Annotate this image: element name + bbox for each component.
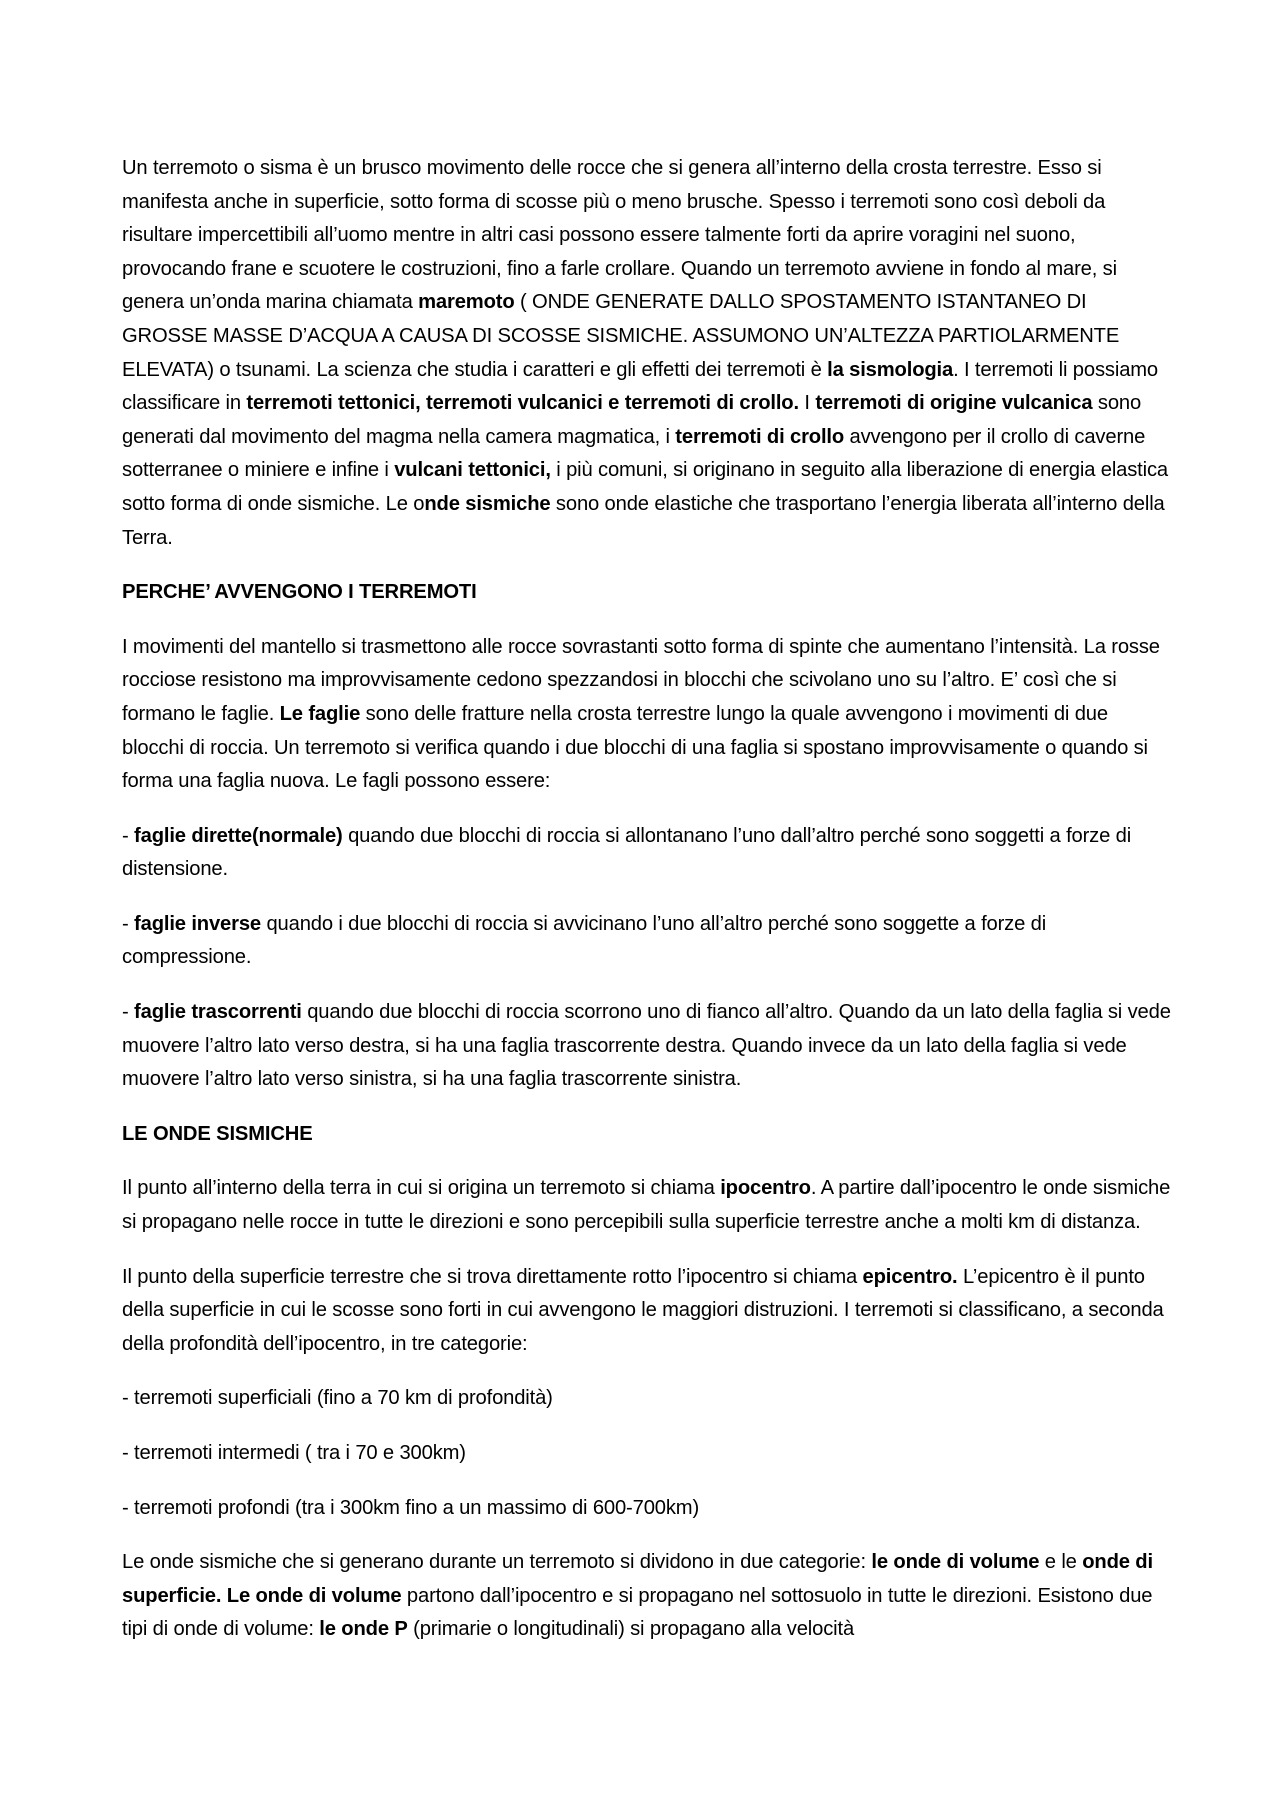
text-run: quando due blocchi di roccia scorrono uno di fianco all’altro. Quando da un lato della faglia si vede muovere l’altro lato verso destra, si ha una faglia trascorrente destra. Quando invece da un lato della faglia si vede muovere l’altro lato verso sinistra, si ha una faglia trascorrente sinistra.	[122, 1001, 1171, 1091]
text-run: -	[122, 912, 135, 935]
bold-text-run: terremoti di crollo	[675, 425, 845, 448]
text-run: sono generati dal movimento del magma nella camera magmatica, i	[122, 392, 1142, 448]
text-run: - terremoti profondi (tra i 300km fino a un massimo di 600-700km)	[122, 1496, 700, 1519]
bold-text-run: la sismologia	[827, 358, 954, 381]
text-run: (primarie o longitudinali) si propagano alla velocità	[407, 1618, 855, 1641]
paragraph	[122, 1492, 1172, 1526]
bold-text-run: vulcani tettonici,	[394, 459, 551, 482]
text-run: Un terremoto o sisma è un brusco movimento delle rocce che si genera all’interno della crosta terrestre. Esso si manifesta anche in superficie, sotto forma di scosse più o meno brusche. Spesso i terremoti sono così deboli da risultare impercettibili all’uomo mentre in altri casi possono essere talmente forti da aprire voragini nel suono, provocando frane e scuotere le costruzioni, fino a farle crollare. Quando un terremoto avviene in fondo al mare, si genera un’onda marina chiamata	[122, 157, 1117, 314]
bold-text-run: Le faglie	[279, 702, 361, 725]
bold-text-run: PERCHE’ AVVENGONO I TERREMOTI	[122, 581, 477, 604]
bold-text-run: faglie inverse	[134, 912, 261, 935]
bold-text-run: faglie dirette(normale)	[134, 824, 343, 847]
paragraph	[122, 996, 1172, 1097]
bold-text-run: ipocentro	[720, 1177, 811, 1200]
text-run: avvengono per il crollo di caverne sotterranee o miniere e infine i	[122, 425, 1146, 482]
paragraph	[122, 1172, 1172, 1239]
paragraph	[122, 908, 1172, 975]
paragraph	[122, 1437, 1172, 1471]
text-run: ( ONDE GENERATE DALLO SPOSTAMENTO ISTANTANEO DI GROSSE MASSE D’ACQUA A CAUSA DI SCOSSE SISMICHE. ASSUMONO UN’ALTEZZA PARTIOLARMENTE ELEVATA) o tsunami. La scienza che studia i caratteri e gli effetti dei terremoti è	[122, 291, 1120, 381]
bold-text-run: onde di superficie. Le onde di volume	[122, 1551, 1153, 1607]
text-run: Il punto della superficie terrestre che si trova direttamente rotto l’ipocentro si chiama	[122, 1265, 863, 1288]
text-run: quando i due blocchi di roccia si avvicinano l’uno all’altro perché sono soggette a forze di compressione.	[122, 912, 1047, 969]
bold-text-run: epicentro.	[862, 1265, 958, 1288]
paragraph	[122, 1261, 1172, 1362]
text-run: - terremoti intermedi ( tra i 70 e 300km)	[122, 1442, 466, 1464]
bold-text-run: le onde P	[319, 1618, 408, 1641]
text-run: -	[122, 824, 135, 847]
paragraph	[122, 152, 1172, 555]
section-heading	[122, 1118, 1172, 1152]
text-run: e le	[1039, 1551, 1083, 1574]
text-run: quando due blocchi di roccia si allontanano l’uno dall’altro perché sono soggetti a forze di distensione.	[122, 824, 1132, 881]
bold-text-run: nde sismiche	[424, 492, 551, 515]
paragraph	[122, 820, 1172, 887]
bold-text-run: terremoti di origine vulcanica	[815, 392, 1093, 415]
text-run: . I terremoti li possiamo classificare in	[122, 358, 1159, 415]
text-run: sono onde elastiche che trasportano l’energia liberata all’interno della Terra.	[122, 492, 1165, 549]
paragraph	[122, 1546, 1172, 1647]
text-run: Il punto all’interno della terra in cui si origina un terremoto si chiama	[122, 1177, 721, 1200]
bold-text-run: faglie trascorrenti	[134, 1001, 302, 1024]
text-run: . A partire dall’ipocentro le onde sismiche si propagano nelle rocce in tutte le direzioni e sono percepibili sulla superficie terrestre anche a molti km di distanza.	[122, 1177, 1171, 1234]
document-body	[122, 152, 1172, 1668]
text-run: i più comuni, si originano in seguito alla liberazione di energia elastica sotto forma di onde sismiche. Le o	[122, 459, 1168, 515]
text-run: I	[798, 392, 816, 415]
bold-text-run: terremoti tettonici, terremoti vulcanici e terremoti di crollo.	[246, 392, 799, 415]
bold-text-run: le onde di volume	[871, 1551, 1040, 1574]
text-run: L’epicentro è il punto della superficie in cui le scosse sono forti in cui avvengono le maggiori distruzioni. I terremoti si classificano, a seconda della profondità dell’ipocentro, in tre categorie:	[122, 1265, 1164, 1355]
paragraph	[122, 631, 1172, 799]
text-run: -	[122, 1001, 135, 1024]
paragraph	[122, 1382, 1172, 1416]
text-run: I movimenti del mantello si trasmettono alle rocce sovrastanti sotto forma di spinte che aumentano l’intensità. La rosse rocciose resistono ma improvvisamente cedono spezzandosi in blocchi che scivolano uno su l’altro. E’ così che si formano le faglie.	[122, 635, 1160, 725]
section-heading	[122, 576, 1172, 610]
bold-text-run: LE ONDE SISMICHE	[122, 1122, 313, 1145]
bold-text-run: maremoto	[418, 291, 515, 314]
text-run: partono dall’ipocentro e si propagano nel sottosuolo in tutte le direzioni. Esistono due tipi di onde di volume:	[122, 1584, 1153, 1641]
text-run: - terremoti superficiali (fino a 70 km di profondità)	[122, 1387, 553, 1410]
text-run: Le onde sismiche che si generano durante un terremoto si dividono in due categorie:	[122, 1551, 872, 1574]
text-run: sono delle fratture nella crosta terrestre lungo la quale avvengono i movimenti di due blocchi di roccia. Un terremoto si verifica quando i due blocchi di una faglia si spostano improvvisamente o quando si forma una faglia nuova. Le fagli possono essere:	[122, 702, 1148, 793]
